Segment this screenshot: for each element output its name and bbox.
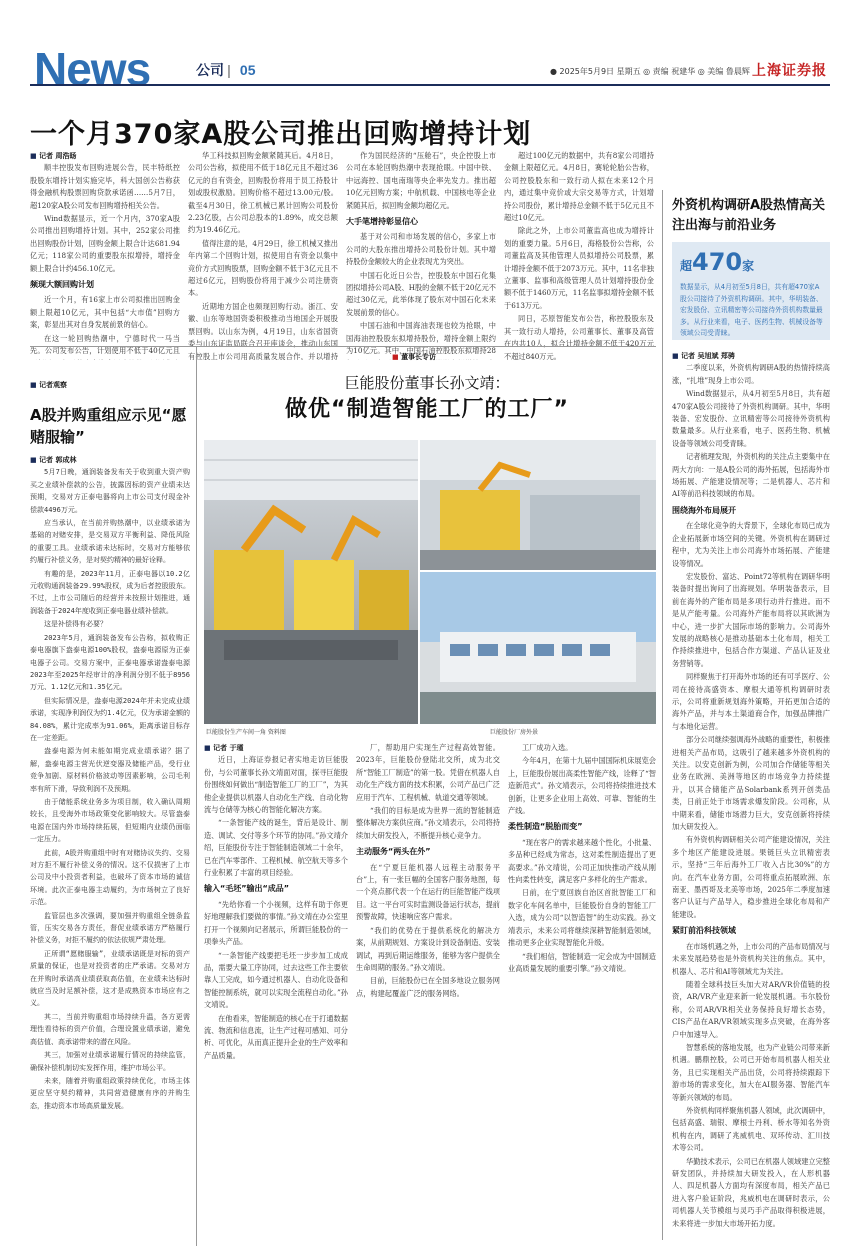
left-story-para: 监管层也多次强调，要加强并购重组全链条监管，压实交易各方责任，督促业绩承诺方严格履行补偿义务，对拒不履约的依法依规严肃处理。 <box>30 911 190 945</box>
feature-para: “我们的目标是成为世界一流的智能制造整体解决方案供应商。”孙文靖表示，公司将持续加大研发投入，不断提升核心竞争力。 <box>356 806 500 840</box>
lead-subhead: 大手笔增持彰显信心 <box>346 217 418 227</box>
photo-caption-left: 巨能股份生产车间一角 资料图 <box>206 729 286 736</box>
stat-number: 超470家 <box>680 248 755 276</box>
feature-para: 在“宁夏巨能机器人远程主动服务平台”上，有一张巨幅的全国客户服务地图，每一个亮点都代表一个在运行的巨能智能产线项目。这一平台可实时监测设备运行状态，提前预警故障，快速响应客户需求。 <box>356 862 500 922</box>
lead-para: 近期地方国企也频现回购行动。浙江、安徽、山东等地国资委积极推动当地国企开展股票回购。以山东为例，4月19日，山东省国资委与山东证监局联合召开座谈会，推动山东国有控股上市公司用高质量发展合作，并以增持 <box>188 301 338 360</box>
sidebar-subhead: 紧盯前沿科技领域 <box>672 926 736 936</box>
masthead-rule <box>30 84 830 86</box>
sidebar-para: Wind数据显示，从4月初至5月8日，共有超470家A股公司接待了外资机构调研。其中，华明装备、宏发股份、立讯精密等公司接待外资机构数量最多。从行业来看，电子、医药生物、机械设备等领域公司受青睐。 <box>672 389 830 448</box>
sidebar-para: 宏发股份、富达、Point72等机构在调研华明装备时提出询问了出海规划。华明装备表示，目前在海外的产能布局是多项行动并行推进。而不是从产能考量。公司海外产能布局将以其欧洲为中心，进一步扩大国际市场的影响力。公司海外发展的战略核心是推动基础本土化布局，相关工作持续推进中，包括合作方渠道、产品认证及业务营销等。 <box>672 571 830 668</box>
feature-para: 厂，帮助用户实现生产过程高效智能。2023年，巨能股份登陆北交所，成为北交所“智能工厂制造”的第一股。凭借在机器人自动化生产线方面的技术积累，公司产品已广泛应用于汽车、工程机械、轨道交通等领域。 <box>356 743 500 802</box>
lead-para: 顺丰控股发布回购进展公告，民丰特纸控股股东增持计划实施完毕，科大国创公告称获得金融机构股票回购贷款承诺函……5月7日，超120家A股公司发布回购增持相关公告。 <box>30 163 180 210</box>
lead-subhead: 频现大额回购计划 <box>30 280 94 290</box>
feature-para: “一条智能产线要把毛坯一步步加工成成品，需要大量工序协同，过去这些工作主要依靠人工完成，如今通过机器人、自动化设备和智能控制系统，就可以实现全流程自动化。”孙文靖说。 <box>204 950 348 1010</box>
left-story-title: A股并购重组应示见“愿赌服输” <box>30 406 187 446</box>
left-story-para: 盎泰电源为何未能如期完成业绩承诺？据了解，盎泰电源主营光伏逆变器及储能产品，受行业竞争加剧、原材料价格波动等因素影响，公司毛利率有所下滑，导致利润不及预期。 <box>30 747 190 793</box>
left-story-para: 未来，随着并购重组政策持续优化，市场主体更应坚守契约精神，共同营造健康有序的并购生态，推动资本市场高质量发展。 <box>30 1076 190 1110</box>
sidebar-title: 外资机构调研A股热情高关注出海与前沿业务 <box>672 198 826 233</box>
lead-para: 同日，芯原智能发布公告，称控股股东及其一致行动人增持，公司董事长、董事及高管在内共10人，拟合计增持金额不低于420万元不超过840万元。 <box>504 314 654 360</box>
feature-para: “先给你看一个小视频，这样有助于你更好地理解我们要做的事情。”孙文靖在办公室里打开一个视频向记者展示，所谓巨能股份的一项拳头产品。 <box>204 899 348 947</box>
feature-subhead: 柔性制造“脱胎而变” <box>508 822 583 832</box>
left-story-para: 其二，当前并购重组市场持续升温，各方更需理性看待标的资产价值，合理设置业绩承诺，避免高估值、高承诺带来的潜在风险。 <box>30 1012 190 1046</box>
lead-para: 在这一轮回购热潮中，宁德时代一马当先。公司发布公告，计划使用不低于40亿元且 <box>30 333 180 356</box>
feature-para: 工厂成功入选。 <box>522 743 573 752</box>
lead-col-4 <box>504 150 654 360</box>
lead-col-2 <box>188 150 338 360</box>
lead-para: 值得注意的是，4月29日，徐工机械又推出年内第二个回购计划，拟使用自有资金以集中竞价方式回购股票，回购金额不低于3亿元且不超过6亿元，回购股份将用于减少公司注册资本。 <box>188 238 338 298</box>
feature-para: “我们的优势在于提供系统化的解决方案，从前期规划、方案设计到设备制造、安装调试，再到后期运维服务，能够为客户提供全生命周期的服务。”孙文靖说。 <box>356 925 500 972</box>
left-story-para: 但实际情况是，盎泰电源2024年并未完成业绩承诺，实现净利润仅为约1.4亿元，仅为承诺金额的84.08%，累计完成率为91.06%，距离承诺目标存在一定差距。 <box>30 696 190 742</box>
sidebar-para: 在全球化竞争的大背景下，全球化布局已成为企业拓展新市场空间的关键。外资机构在调研过程中，尤为关注上市公司海外市场拓展、产能建设等情况。 <box>672 521 830 568</box>
left-story-tag: ■ 记者观察 <box>30 380 67 390</box>
feature-para: “一条智能产线的诞生，背后是设计、制造、调试、交付等多个环节的协同。”孙文靖介绍，巨能股份专注于智能制造领域二十余年，已在汽车零部件、工程机械、航空航天等多个行业积累了丰富的项目经验。 <box>204 818 348 878</box>
lead-para: 中国石油和中国海油表现也较为抢眼，中国海油控股股东拟增持股份，增持金额上限约为10亿元。其中，中国石油控股股东拟增持28 <box>346 321 496 356</box>
lead-byline: ■ 记者 周浩旸 <box>30 150 180 162</box>
masthead <box>0 0 858 95</box>
feature-para: “我们相信，智能制造一定会成为中国制造业高质量发展的重要引擎。”孙文靖说。 <box>508 951 656 973</box>
sidebar-byline: ■ 记者 吴旭斌 郑骋 <box>672 350 830 362</box>
left-story-divider <box>196 346 197 1246</box>
left-story-para: 应当承认，在当前并购热潮中，以业绩承诺为基础的对赌安排，是交易双方平衡利益、降低风险的重要工具。业绩承诺未达标时，交易对方能够依约履行补偿义务，是对契约精神的最好诠释。 <box>30 519 190 565</box>
sidebar-article <box>672 350 830 1240</box>
stat-text: 数据显示，从4月初至5月8日，共有超470家A股公司接待了外资机构调研。其中，华明装备、宏发股份、立讯精密等公司接待外资机构数量最多。从行业来看，电子、医药生物、机械设备等领域公司受青睐。 <box>680 283 823 337</box>
feature-para: 在他看来，智能制造的核心在于打通数据流、物流和信息流，让生产过程可感知、可分析、可优化，从而真正提升企业的生产效率和产品质量。 <box>204 1013 348 1060</box>
left-story-body <box>30 454 190 1240</box>
factory-photo-right-bottom <box>420 572 656 724</box>
sidebar-para: 记者梳理发现，外资机构的关注点主要集中在两大方向：一是A股公司的海外拓展，包括海外市场拓展、产能建设情况等；二是机器人、芯片和AI等前沿科技领域的布局。 <box>672 452 830 499</box>
factory-photo-right-top <box>420 440 656 570</box>
sidebar-para: 有外资机构调研相关公司产能建设情况，关注多个地区产能建设进展。果链巨头立讯精密表示，坚持“三年后海外工厂收入占比30%”的方向。在汽车业务方面，公司将重点拓展欧洲、东南亚、墨西哥及北美等市场，2025年二季度加速客户认证与产品导入，稳步推进全球化布局和产能建设。 <box>672 835 830 919</box>
sidebar-para: 部分公司继续强调海外战略的重要性，积极推进相关产品布局，这吸引了越来越多外资机构的关注。以安克创新为例，公司加合作储能等相关业务在欧洲、美洲等地区的市场竞争力持续提升，以其合储能产品Solarbank系列开创类品类，日前正处于市场需求爆发阶段。公司称，从中期来看，储能市场潜力巨大，安克创新将持续加大研发投入。 <box>672 735 830 832</box>
feature-col-1 <box>204 742 348 1242</box>
sidebar-subhead: 围绕海外布局展开 <box>672 505 736 515</box>
lead-para: 华工科技拟回购金额紧随其后。4月8日，公司公告称，拟使用不低于18亿元且不超过36亿元的自有资金，回购股份将用于员工持股计划或股权激励。回购价格不超过13.00元/股。截至4月30日，徐工机械已累计回购公司股份2.23亿股，占公司总股本的1.89%，成交总额约为19.46亿元。 <box>188 151 338 235</box>
left-story-para: 5月7日晚，通润装备发布关于收到重大资产购买之业绩补偿款的公告，披露因标的资产业绩未达预期，交易对方正泰电器将向上市公司支付现金补偿款4496万元。 <box>30 468 190 514</box>
photo-caption-right: 巨能股份厂房外景 <box>490 729 539 736</box>
lead-para: 除此之外，上市公司董监高也成为增持计划的重要力量。5月6日，海格股份公告称，公司董监高及其他管理人员拟增持公司股票，累计增持金额不低于2073万元。其中，11名非独立董事、监事和高级管理人员计划增持股份金额不低于1460万元，11名监事拟增持金额不低于613万元。 <box>504 226 654 310</box>
sidebar-para: 同样聚焦于打开海外市场的还有可孚医疗、公司在接待高盛资本、摩根大通等机构调研时表示，公司将重新规划海外策略，开拓更加合适的海外产品，并与本土渠道商合作，加强品牌推广与本地化运营。 <box>672 672 830 731</box>
feature-para: 近日，上海证券报记者实地走访巨能股份，与公司董事长孙文靖面对面，探寻巨能股份围绕如何做出“制造智能工厂的工厂”，为其他企业提供以机器人自动化生产线、自动化物流与仓储等为核心的智能化解决方案。 <box>204 755 348 815</box>
feature-kicker: 巨能股份董事长孙文靖： <box>344 374 510 392</box>
left-story-para: 由于储能系统业务多为项目制，收入确认周期较长，且受海外市场政策变化影响较大。尽管盎泰电源在国内外市场持续拓展，但短期内业绩仍面临一定压力。 <box>30 797 190 844</box>
feature-para: “现在客户的需求越来越个性化，小批量、多品种已经成为常态，这对柔性制造提出了更高要求。”孙文靖说，公司正加快推动产线从刚性向柔性转变，满足客户多样化的生产需求。 <box>508 837 656 885</box>
sidebar-para: 二季度以来，外资机构调研A股的热情持续高涨，“扎堆”现身上市公司。 <box>672 363 830 385</box>
lead-col-3 <box>346 150 496 360</box>
feature-col-2 <box>356 742 500 1242</box>
section-label: 公司 | 05 <box>196 62 256 78</box>
news-logo: News <box>34 43 151 95</box>
sidebar-para: 在市场机遇之外，上市公司的产品布局情况与未来发展趋势也是外资机构关注的焦点。其中，机器人、芯片和AI等领域尤为关注。 <box>672 941 830 976</box>
lead-para: 中国石化近日公告，控股股东中国石化集团拟增持公司A股、H股的金额不低于20亿元不超过30亿元，此举体现了股东对中国石化未来发展前景的信心。 <box>346 270 496 317</box>
feature-byline: ■ 记者 于瑾 <box>204 742 348 754</box>
left-story-byline: ■ 记者 郭成林 <box>30 454 190 466</box>
feature-para: 日前，在宁夏回族自治区首批智能工厂和数字化车间名单中，巨能股份自身的智能工厂入选，成为公司“以智造智”的生动实践。孙文靖表示，未来公司将继续深耕智能制造领域，推动更多企业实现智能化升级。 <box>508 888 656 948</box>
feature-subhead: 主动服务“两头在外” <box>356 847 431 857</box>
sidebar-para: 华勤技术表示，公司已在机器人领域建立完整研发团队，并持续加大研发投入，在人形机器人、四足机器人方面均有深度布局，相关产品已进入客户验证阶段，兆威机电在调研时表示，公司机器人关节模组与灵巧手产品取得积极进展，未来将进一步加大市场开拓力度。 <box>672 1156 830 1228</box>
feature-para: 今年4月，在第十九届中国国际机床展览会上，巨能股份展出高柔性智能产线，诠释了“智造新范式”。孙文靖表示，公司将持续推进技术创新，让更多企业用上高效、可靠、智能的生产线。 <box>508 756 656 816</box>
sidebar-divider <box>662 190 663 1240</box>
lead-para: Wind数据显示，近一个月内，370家A股公司推出回购增持计划。其中，252家公司推出回购股份计划，回购金额上限合计达681.94亿元；118家公司的重要股东拟增持，增持金额上限合计约456.10亿元。 <box>30 214 180 273</box>
section-divider <box>30 346 656 347</box>
lead-para: 超过100亿元的数据中，共有8家公司增持金额上限超亿元。4月8日，赛轮轮胎公告称，公司控股股东和一致行动人拟在未来12个月内，通过集中竞价或大宗交易等方式，计划增持公司股份，累计增持总金额不低于5亿元且不超过10亿元。 <box>504 151 654 223</box>
page-headline: 一个月370家A股公司推出回购增持计划 <box>30 119 532 150</box>
left-story-para: 这是补偿得有必要？ <box>44 620 107 629</box>
left-story-para: 2023年5月，通润装备发布公告称，拟收购正泰电器旗下盎泰电源100%股权，盎泰电源原为正泰电器子公司。交易方案中，正泰电器承诺盎泰电源2023年至2025年经审计的净利润分别不低于8956万元、1.12亿元和1.35亿元。 <box>30 633 190 692</box>
left-story-para: 正所谓“愿赌服输”，业绩承诺既是对标的资产质量的保证，也是对投资者的庄严承诺。交易对方在并购时承诺高业绩获取高估值，在业绩未达标时就应当及时足额补偿，这才是成熟资本市场应有之义。 <box>30 949 190 1008</box>
date-line: ● 2025年5月9日 星期五 ◎ 责编 祝建华 ◎ 美编 鲁晨辉 <box>550 67 750 76</box>
lead-para: 近一个月，有16家上市公司拟推出回购金额上限超10亿元，其中包括“大市值”回购方案，彰显出其对自身发展前景的信心。 <box>30 295 180 330</box>
left-story-para: 有趣的是，2023年11月，正泰电器以10.2亿元收购通润装备29.99%股权，成为后者控股股东。不过，上市公司随后的经营并未按照计划推进，通润装备于2024年度收到正泰电器业绩补偿款。 <box>30 569 190 615</box>
feature-para: 目前，巨能股份已在全国多地设立服务网点，构建起覆盖广泛的服务网络。 <box>356 976 500 998</box>
stat-box <box>672 242 830 340</box>
left-story-para: 其三，加强对业绩承诺履行情况的持续监管，确保补偿机制切实发挥作用，维护市场公平。 <box>30 1051 190 1072</box>
left-story-para: 此前，A股并购重组中时有对赌协议失约、交易对方拒不履行补偿义务的情况。这不仅损害了上市公司及中小投资者利益，也破坏了资本市场的诚信环境。此次正泰电器主动履约，为市场树立了良好示范。 <box>30 848 190 907</box>
newspaper-brand: 上海证券报 <box>752 63 827 79</box>
feature-subhead: 输入“毛坯”输出“成品” <box>204 884 290 894</box>
feature-title: 做优“制造智能工厂的工厂” <box>285 397 569 422</box>
feature-tag: ■ 董事长专访 <box>392 352 436 362</box>
factory-photo-left <box>204 440 418 724</box>
page-number: 05 <box>239 62 256 78</box>
lead-col-1 <box>30 150 180 360</box>
sidebar-para: 智慧系统的落地发展，也为产业链公司带来新机遇。鹏鼎控股，公司已开始布局机器人相关业务，且已实现相关产品出货，公司将持续跟踪下游市场的需求变化，加大在AI服务器、智能汽车等新兴领域的布局。 <box>672 1042 830 1102</box>
lead-para: 作为国民经济的“压舱石”，央企控股上市公司在本轮回购热潮中表现抢眼。中国中铁、中远海控、国电南瑞等央企率先发力。推出超10亿元回购方案；中航机载、中国核电等企业紧随其后，拟回购金额均超亿元。 <box>346 151 496 210</box>
sidebar-para: 外资机构同样聚焦机器人领域，此次调研中，包括高盛、瑞银、摩根士丹利、桥水等知名外资机构在内，调研了兆威机电、双环传动、汇川技术等公司。 <box>672 1105 830 1153</box>
feature-col-3 <box>508 742 656 1242</box>
sidebar-para: 随着全球科技巨头加大对AR/VR价值链的投资，AR/VR产业迎来新一轮发展机遇。韦尔股份称，公司AR/VR相关业务保持良好增长态势，CIS产品在AR/VR领域实现多点突破，在海外客户中加速导入。 <box>672 979 830 1039</box>
lead-para: 基于对公司和市场发展的信心，多家上市公司的大股东推出增持公司股份计划。其中增持股份金额较大的企业表现尤为突出。 <box>346 232 496 267</box>
